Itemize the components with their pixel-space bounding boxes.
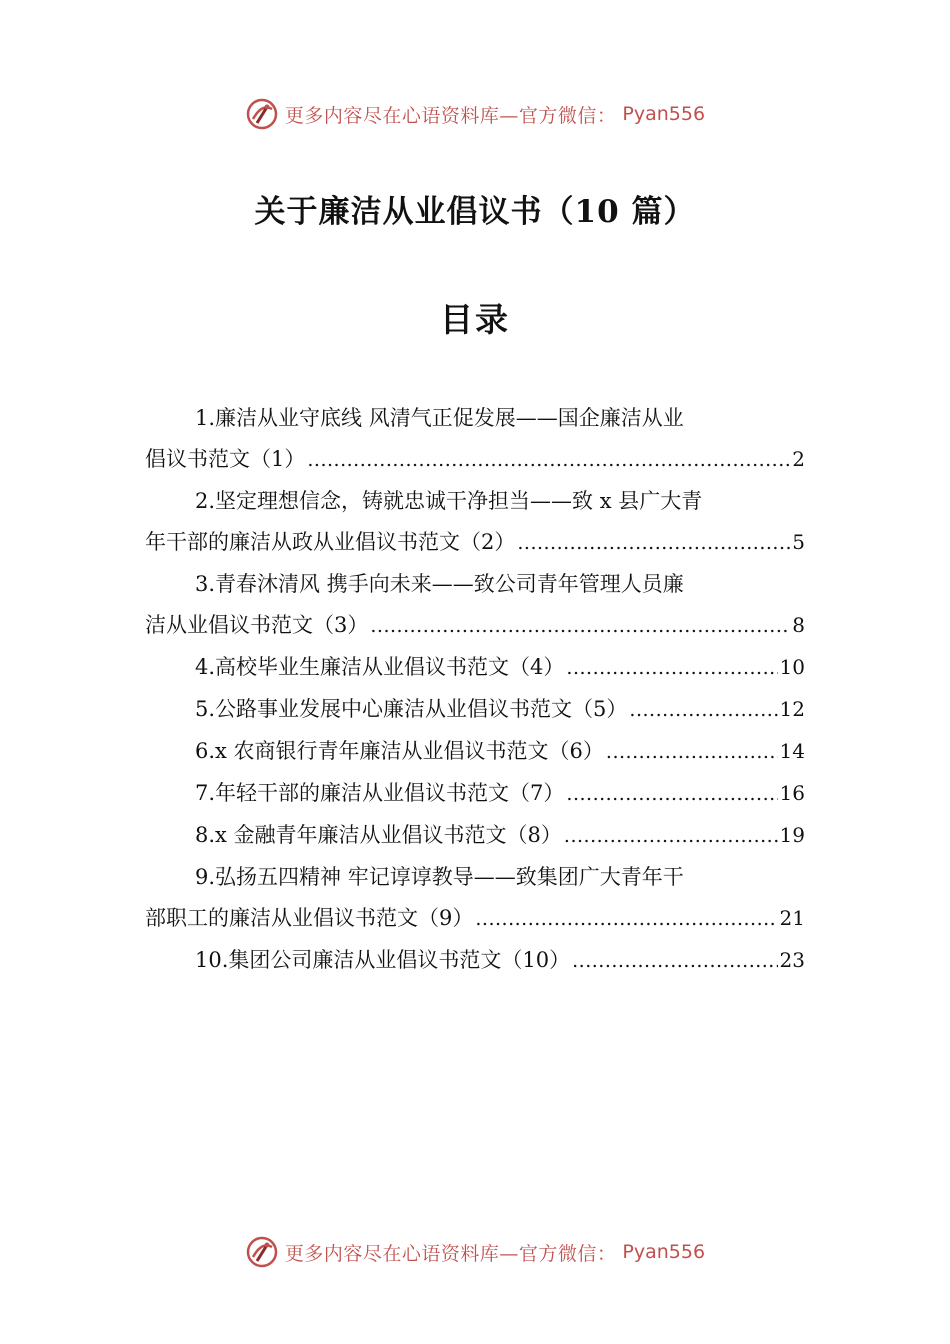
- toc-entry-text: 6.x 农商银行青年廉洁从业倡议书范文（6）: [195, 739, 604, 763]
- logo-icon: [245, 1235, 279, 1269]
- toc-page-number: 5: [792, 530, 805, 554]
- toc-entry-8[interactable]: [145, 815, 805, 857]
- banner-wechat-id: Pyan556: [622, 103, 706, 125]
- toc-leader-dots: [572, 941, 777, 982]
- toc-heading: 目录: [440, 300, 510, 339]
- toc-entry-3[interactable]: [145, 564, 805, 647]
- toc-entry-text: 5.公路事业发展中心廉洁从业倡议书范文（5）: [195, 697, 628, 721]
- toc-entry-text: 7.年轻干部的廉洁从业倡议书范文（7）: [195, 781, 565, 805]
- toc-page-number: 23: [779, 948, 805, 972]
- toc-entry-7[interactable]: [145, 773, 805, 815]
- toc-page-number: 14: [779, 739, 805, 763]
- toc-entry-1[interactable]: [145, 398, 805, 481]
- toc-leader-dots: [566, 648, 777, 689]
- toc-entry-text: 2.坚定理想信念，铸就忠诚干净担当——致 x 县广大青: [195, 489, 703, 513]
- toc-page-number: 10: [779, 655, 805, 679]
- toc-entry-text: 1.廉洁从业守底线 风清气正促发展——国企廉洁从业: [195, 406, 684, 430]
- toc-entry-2[interactable]: [145, 481, 805, 564]
- logo-icon: [245, 97, 279, 131]
- toc-entry-text: 9.弘扬五四精神 牢记谆谆教导——致集团广大青年干: [195, 865, 684, 889]
- toc-page-number: 21: [779, 906, 805, 930]
- toc-entry-text-cont: 倡议书范文（1）: [145, 447, 306, 471]
- footer-banner: [0, 1232, 950, 1272]
- toc-page-number: 2: [792, 447, 805, 471]
- toc-entry-9[interactable]: [145, 857, 805, 940]
- toc-entry-5[interactable]: [145, 689, 805, 731]
- toc-entry-text-cont: 年干部的廉洁从政从业倡议书范文（2）: [145, 530, 516, 554]
- toc-leader-dots: [475, 899, 777, 940]
- toc-leader-dots: [307, 440, 790, 481]
- header-banner: [0, 94, 950, 134]
- banner-wechat-id: Pyan556: [622, 1241, 706, 1263]
- banner-text: 更多内容尽在心语资料库—官方微信：: [284, 104, 617, 127]
- toc-entry-10[interactable]: [145, 940, 805, 982]
- banner-text: 更多内容尽在心语资料库—官方微信：: [284, 1242, 617, 1265]
- toc-leader-dots: [566, 774, 777, 815]
- toc-entry-text: 10.集团公司廉洁从业倡议书范文（10）: [195, 948, 571, 972]
- toc-page-number: 19: [779, 823, 805, 847]
- toc-page-number: 12: [779, 697, 805, 721]
- toc-page-number: 8: [792, 613, 805, 637]
- toc-leader-dots: [606, 732, 778, 773]
- table-of-contents: [145, 398, 805, 982]
- toc-entry-text-cont: 部职工的廉洁从业倡议书范文（9）: [145, 906, 474, 930]
- document-title: 关于廉洁从业倡议书（10 篇）: [254, 194, 696, 230]
- toc-entry-text-cont: 洁从业倡议书范文（3）: [145, 613, 369, 637]
- toc-entry-text: 4.高校毕业生廉洁从业倡议书范文（4）: [195, 655, 565, 679]
- toc-page-number: 16: [779, 781, 805, 805]
- toc-leader-dots: [629, 690, 777, 731]
- toc-entry-text: 8.x 金融青年廉洁从业倡议书范文（8）: [195, 823, 562, 847]
- toc-leader-dots: [370, 606, 790, 647]
- toc-entry-text: 3.青春沐清风 携手向未来——致公司青年管理人员廉: [195, 572, 684, 596]
- toc-entry-4[interactable]: [145, 647, 805, 689]
- toc-leader-dots: [564, 816, 778, 857]
- toc-entry-6[interactable]: [145, 731, 805, 773]
- toc-leader-dots: [517, 523, 790, 564]
